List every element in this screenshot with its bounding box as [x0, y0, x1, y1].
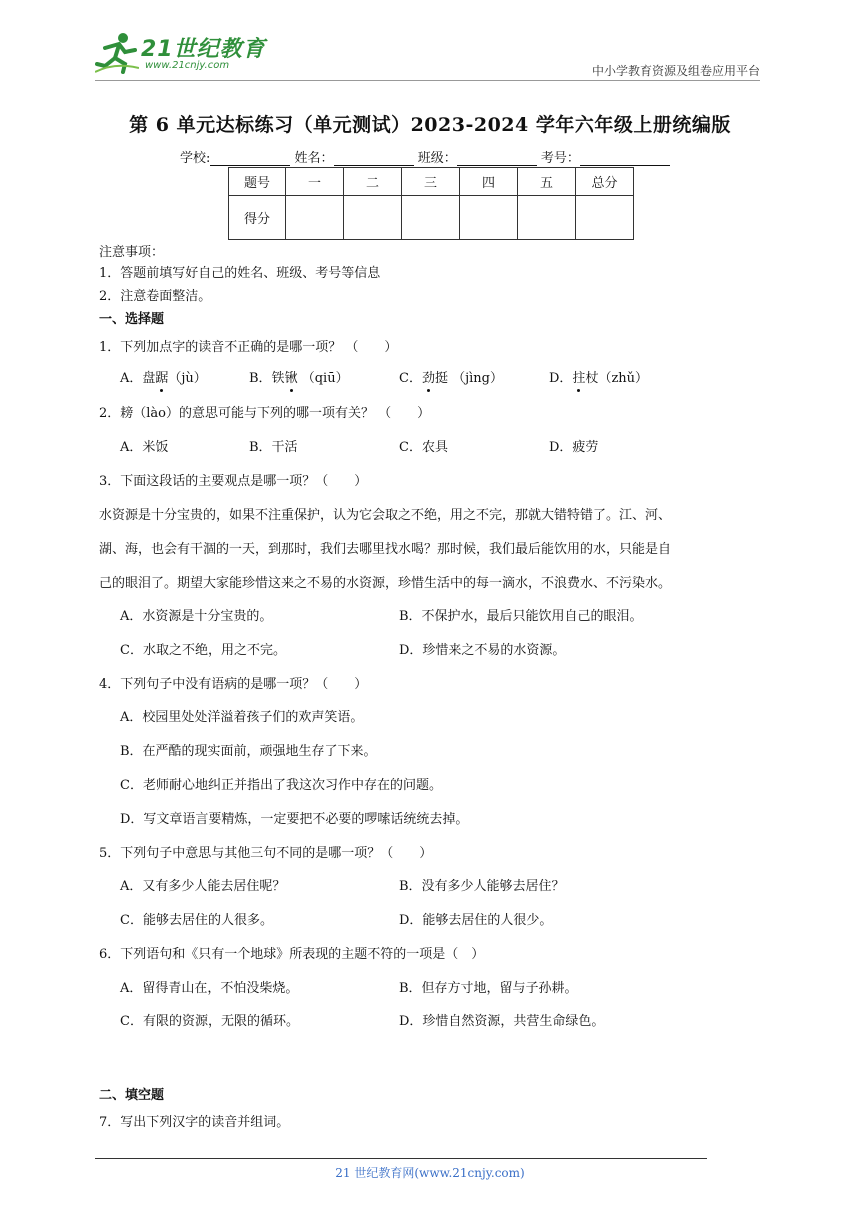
table-header-cell: 五: [518, 168, 576, 196]
class-blank[interactable]: [457, 151, 537, 166]
question-stem: 4．下列句子中没有语病的是哪一项？（ ）: [99, 677, 368, 692]
option: C．农具: [399, 440, 448, 455]
option: D．疲劳: [549, 440, 599, 455]
option: [549, 369, 648, 389]
option: B．不保护水，最后只能饮用自己的眼泪。: [399, 609, 643, 624]
option-prefix: B．铁: [249, 371, 285, 386]
runner-logo-icon: [95, 32, 139, 74]
option-pinyin: （qiū）: [297, 371, 349, 386]
option: [399, 369, 503, 389]
option: [120, 369, 207, 389]
option-prefix: D．: [549, 371, 573, 386]
option: B．在严酷的现实面前，顽强地生存了下来。: [120, 744, 377, 759]
class-label: 班级：: [417, 151, 457, 166]
note-item: 1．答题前填写好自己的姓名、班级、考号等信息: [99, 266, 381, 281]
section-heading: 一、选择题: [99, 312, 165, 327]
question-stem: 6．下列语句和《只有一个地球》所表现的主题不符的一项是（ ）: [99, 947, 485, 962]
passage-line: 水资源是十分宝贵的，如果不注重保护，认为它会取之不绝，用之不完，那就大错特错了。江、河、: [99, 508, 672, 523]
page-header: [95, 28, 760, 80]
option: D．珍惜来之不易的水资源。: [399, 643, 566, 658]
question-stem: 5．下列句子中意思与其他三句不同的是哪一项？（ ）: [99, 846, 433, 861]
option-prefix: C．: [399, 371, 422, 386]
score-cell[interactable]: [518, 196, 576, 240]
option-prefix: A．盘: [120, 371, 156, 386]
option: D．珍惜自然资源，共营生命绿色。: [399, 1014, 605, 1029]
footer-text[interactable]: 21 世纪教育网(www.21cnjy.com): [335, 1166, 525, 1180]
option: A．又有多少人能去居住呢？: [120, 879, 286, 894]
logo-url: www.21cnjy.com: [145, 60, 230, 71]
dotted-char: 锹: [285, 369, 298, 389]
option: A．校园里处处洋溢着孩子们的欢声笑语。: [120, 710, 364, 725]
logo-text: 21世纪教育: [141, 37, 266, 62]
passage-line: 己的眼泪了。期望大家能珍惜这来之不易的水资源，珍惜生活中的每一滴水，不浪费水、不污染水。: [99, 576, 672, 591]
school-label: 学校:: [180, 151, 211, 166]
option: C．老师耐心地纠正并指出了我这次习作中存在的问题。: [120, 778, 442, 793]
option: [249, 369, 349, 389]
option-pinyin: 杖（zhǔ）: [585, 371, 649, 386]
table-header-cell: 题号: [229, 168, 286, 196]
school-blank[interactable]: [210, 151, 290, 166]
question-stem: 2．耪（lào）的意思可能与下列的哪一项有关？ （ ）: [99, 406, 431, 421]
option: D．能够去居住的人很少。: [399, 913, 553, 928]
option: D．写文章语言要精炼，一定要把不必要的啰嗦话统统去掉。: [120, 812, 469, 827]
option: C．水取之不绝，用之不完。: [120, 643, 286, 658]
option: C．有限的资源，无限的循环。: [120, 1014, 299, 1029]
page-title: 第 6 单元达标练习（单元测试）2023-2024 学年六年级上册统编版: [129, 114, 731, 136]
score-table: [228, 167, 634, 240]
name-label: 姓名：: [294, 151, 334, 166]
score-row-label: 得分: [229, 196, 286, 240]
question-stem: 1．下列加点字的读音不正确的是哪一项？ （ ）: [99, 340, 398, 355]
dotted-char: 劲: [422, 369, 435, 389]
score-cell[interactable]: [286, 196, 344, 240]
passage-line: 湖、海，也会有干涸的一天，到那时，我们去哪里找水喝？那时候，我们最后能饮用的水，只能是自: [99, 542, 672, 557]
student-info: [180, 147, 670, 166]
exam-no-blank[interactable]: [580, 151, 670, 166]
footer-divider: [95, 1158, 707, 1159]
exam-no-label: 考号：: [540, 151, 580, 166]
notes-title: 注意事项：: [99, 245, 165, 260]
note-item: 2．注意卷面整洁。: [99, 289, 212, 304]
option-pinyin: （jù）: [168, 371, 207, 386]
score-cell[interactable]: [402, 196, 460, 240]
option: B．没有多少人能够去居住？: [399, 879, 565, 894]
table-header-cell: 四: [460, 168, 518, 196]
question-stem: 7．写出下列汉字的读音并组词。: [99, 1115, 290, 1130]
option: B．干活: [249, 440, 298, 455]
header-divider: [95, 80, 760, 81]
option: A．留得青山在，不怕没柴烧。: [120, 981, 299, 996]
score-cell[interactable]: [344, 196, 402, 240]
logo: [95, 28, 270, 78]
table-header-cell: 二: [344, 168, 402, 196]
score-cell[interactable]: [576, 196, 634, 240]
table-header-cell: 三: [402, 168, 460, 196]
option: A．米饭: [120, 440, 169, 455]
score-cell[interactable]: [460, 196, 518, 240]
name-blank[interactable]: [334, 151, 414, 166]
dotted-char: 踞: [155, 369, 168, 389]
question-stem: 3．下面这段话的主要观点是哪一项？（ ）: [99, 474, 368, 489]
dotted-char: 拄: [572, 369, 585, 389]
platform-name: 中小学教育资源及组卷应用平台: [591, 64, 760, 78]
option: C．能够去居住的人很多。: [120, 913, 273, 928]
table-header-cell: 总分: [576, 168, 634, 196]
option: B．但存方寸地，留与子孙耕。: [399, 981, 578, 996]
table-header-cell: 一: [286, 168, 344, 196]
score-table-header-row: [229, 168, 634, 196]
section-heading: 二、填空题: [99, 1088, 165, 1103]
option: A．水资源是十分宝贵的。: [120, 609, 273, 624]
score-table-score-row: [229, 196, 634, 240]
option-pinyin: 挺 （jìng）: [434, 371, 503, 386]
